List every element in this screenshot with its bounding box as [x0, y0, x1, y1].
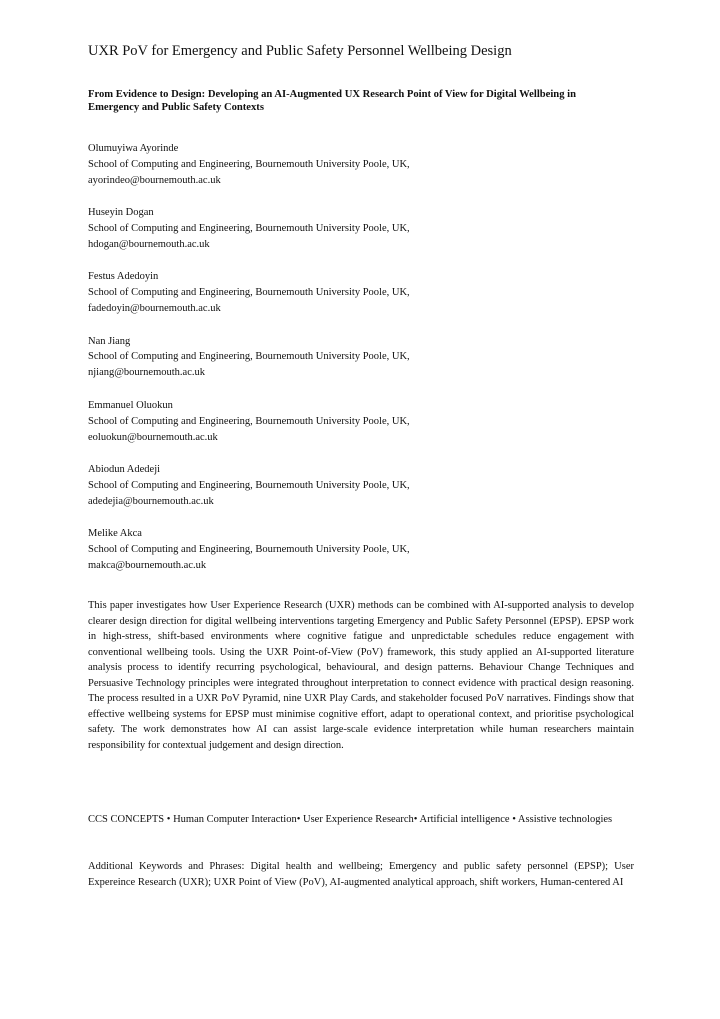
author-email: ayorindeo@bournemouth.ac.uk [88, 174, 221, 186]
author-name: Emmanuel Oluokun [88, 399, 173, 411]
author-affiliation: School of Computing and Engineering, Bournemouth University Poole, UK, [88, 158, 410, 170]
author-block [88, 462, 634, 526]
ccs-concepts-text: CCS CONCEPTS • Human Computer Interaction• User Experience Research• Artificial intelligence • Assistive technologies [88, 814, 613, 825]
author-affiliation: School of Computing and Engineering, Bournemouth University Poole, UK, [88, 479, 410, 491]
abstract-paragraph: This paper investigates how User Experience Research (UXR) methods can be combined with AI-supported analysis to develop clearer design direction for digital wellbeing interventions targeting Emergency and Public Safety Personnel (EPSP). EPSP work in high-stress, shift-based environments where cognitive fatigue and unpredictable schedules reduce engagement with conventional wellbeing tools. Using the UXR Point-of-View (PoV) framework, this study applied an AI-supported literature analysis process to identify recurring psychological, behavioural, and design patterns. Behaviour Change Techniques and Persuasive Technology principles were integrated throughout interpretation to connect evidence with practical design reasoning. The process resulted in a UXR PoV Pyramid, nine UXR Play Cards, and stakeholder focused PoV narratives. Findings show that effective wellbeing systems for EPSP must minimise cognitive effort, adapt to operational context, and prioritise psychological safety. The work demonstrates how AI can assist large-scale evidence interpretation while human researchers maintain responsibility for contextual judgement and design direction. [88, 600, 634, 751]
keywords-section [88, 859, 634, 890]
author-block [88, 398, 634, 462]
author-affiliation: School of Computing and Engineering, Bournemouth University Poole, UK, [88, 544, 410, 556]
author-email: eoluokun@bournemouth.ac.uk [88, 431, 218, 443]
author-email: hdogan@bournemouth.ac.uk [88, 239, 210, 250]
author-email: makca@bournemouth.ac.uk [88, 559, 207, 571]
paper-title: From Evidence to Design: Developing an AI-Augmented UX Research Point of View for Digital Wellbeing in Emergency and Public Safety Contexts [88, 89, 576, 113]
author-block [88, 205, 634, 269]
author-email: adedejia@bournemouth.ac.uk [88, 495, 214, 507]
author-block [88, 269, 634, 333]
author-name: Huseyin Dogan [88, 207, 154, 219]
running-head: UXR PoV for Emergency and Public Safety Personnel Wellbeing Design [88, 43, 512, 59]
author-block [88, 526, 634, 590]
keywords-text: Additional Keywords and Phrases: Digital health and wellbeing; Emergency and public safety personnel (EPSP); User Expereince Research (UXR); UXR Point of View (PoV), AI-augmented analytical approach, shift workers, Human-centered AI [88, 861, 634, 888]
author-name: Abiodun Adedeji [88, 463, 161, 475]
author-name: Nan Jiang [88, 335, 131, 347]
ccs-concepts-section [88, 812, 634, 828]
author-email: njiang@bournemouth.ac.uk [88, 367, 205, 379]
author-name: Melike Akca [88, 528, 142, 540]
author-affiliation: School of Computing and Engineering, Bournemouth University Poole, UK, [88, 223, 410, 235]
author-name: Festus Adedoyin [88, 271, 159, 283]
author-affiliation: School of Computing and Engineering, Bournemouth University Poole, UK, [88, 351, 410, 363]
author-name: Olumuyiwa Ayorinde [88, 143, 179, 154]
author-email: fadedoyin@bournemouth.ac.uk [88, 303, 221, 315]
author-block [88, 141, 634, 205]
author-affiliation: School of Computing and Engineering, Bournemouth University Poole, UK, [88, 415, 410, 427]
author-block [88, 334, 634, 398]
author-list [88, 141, 634, 590]
author-affiliation: School of Computing and Engineering, Bournemouth University Poole, UK, [88, 287, 410, 299]
